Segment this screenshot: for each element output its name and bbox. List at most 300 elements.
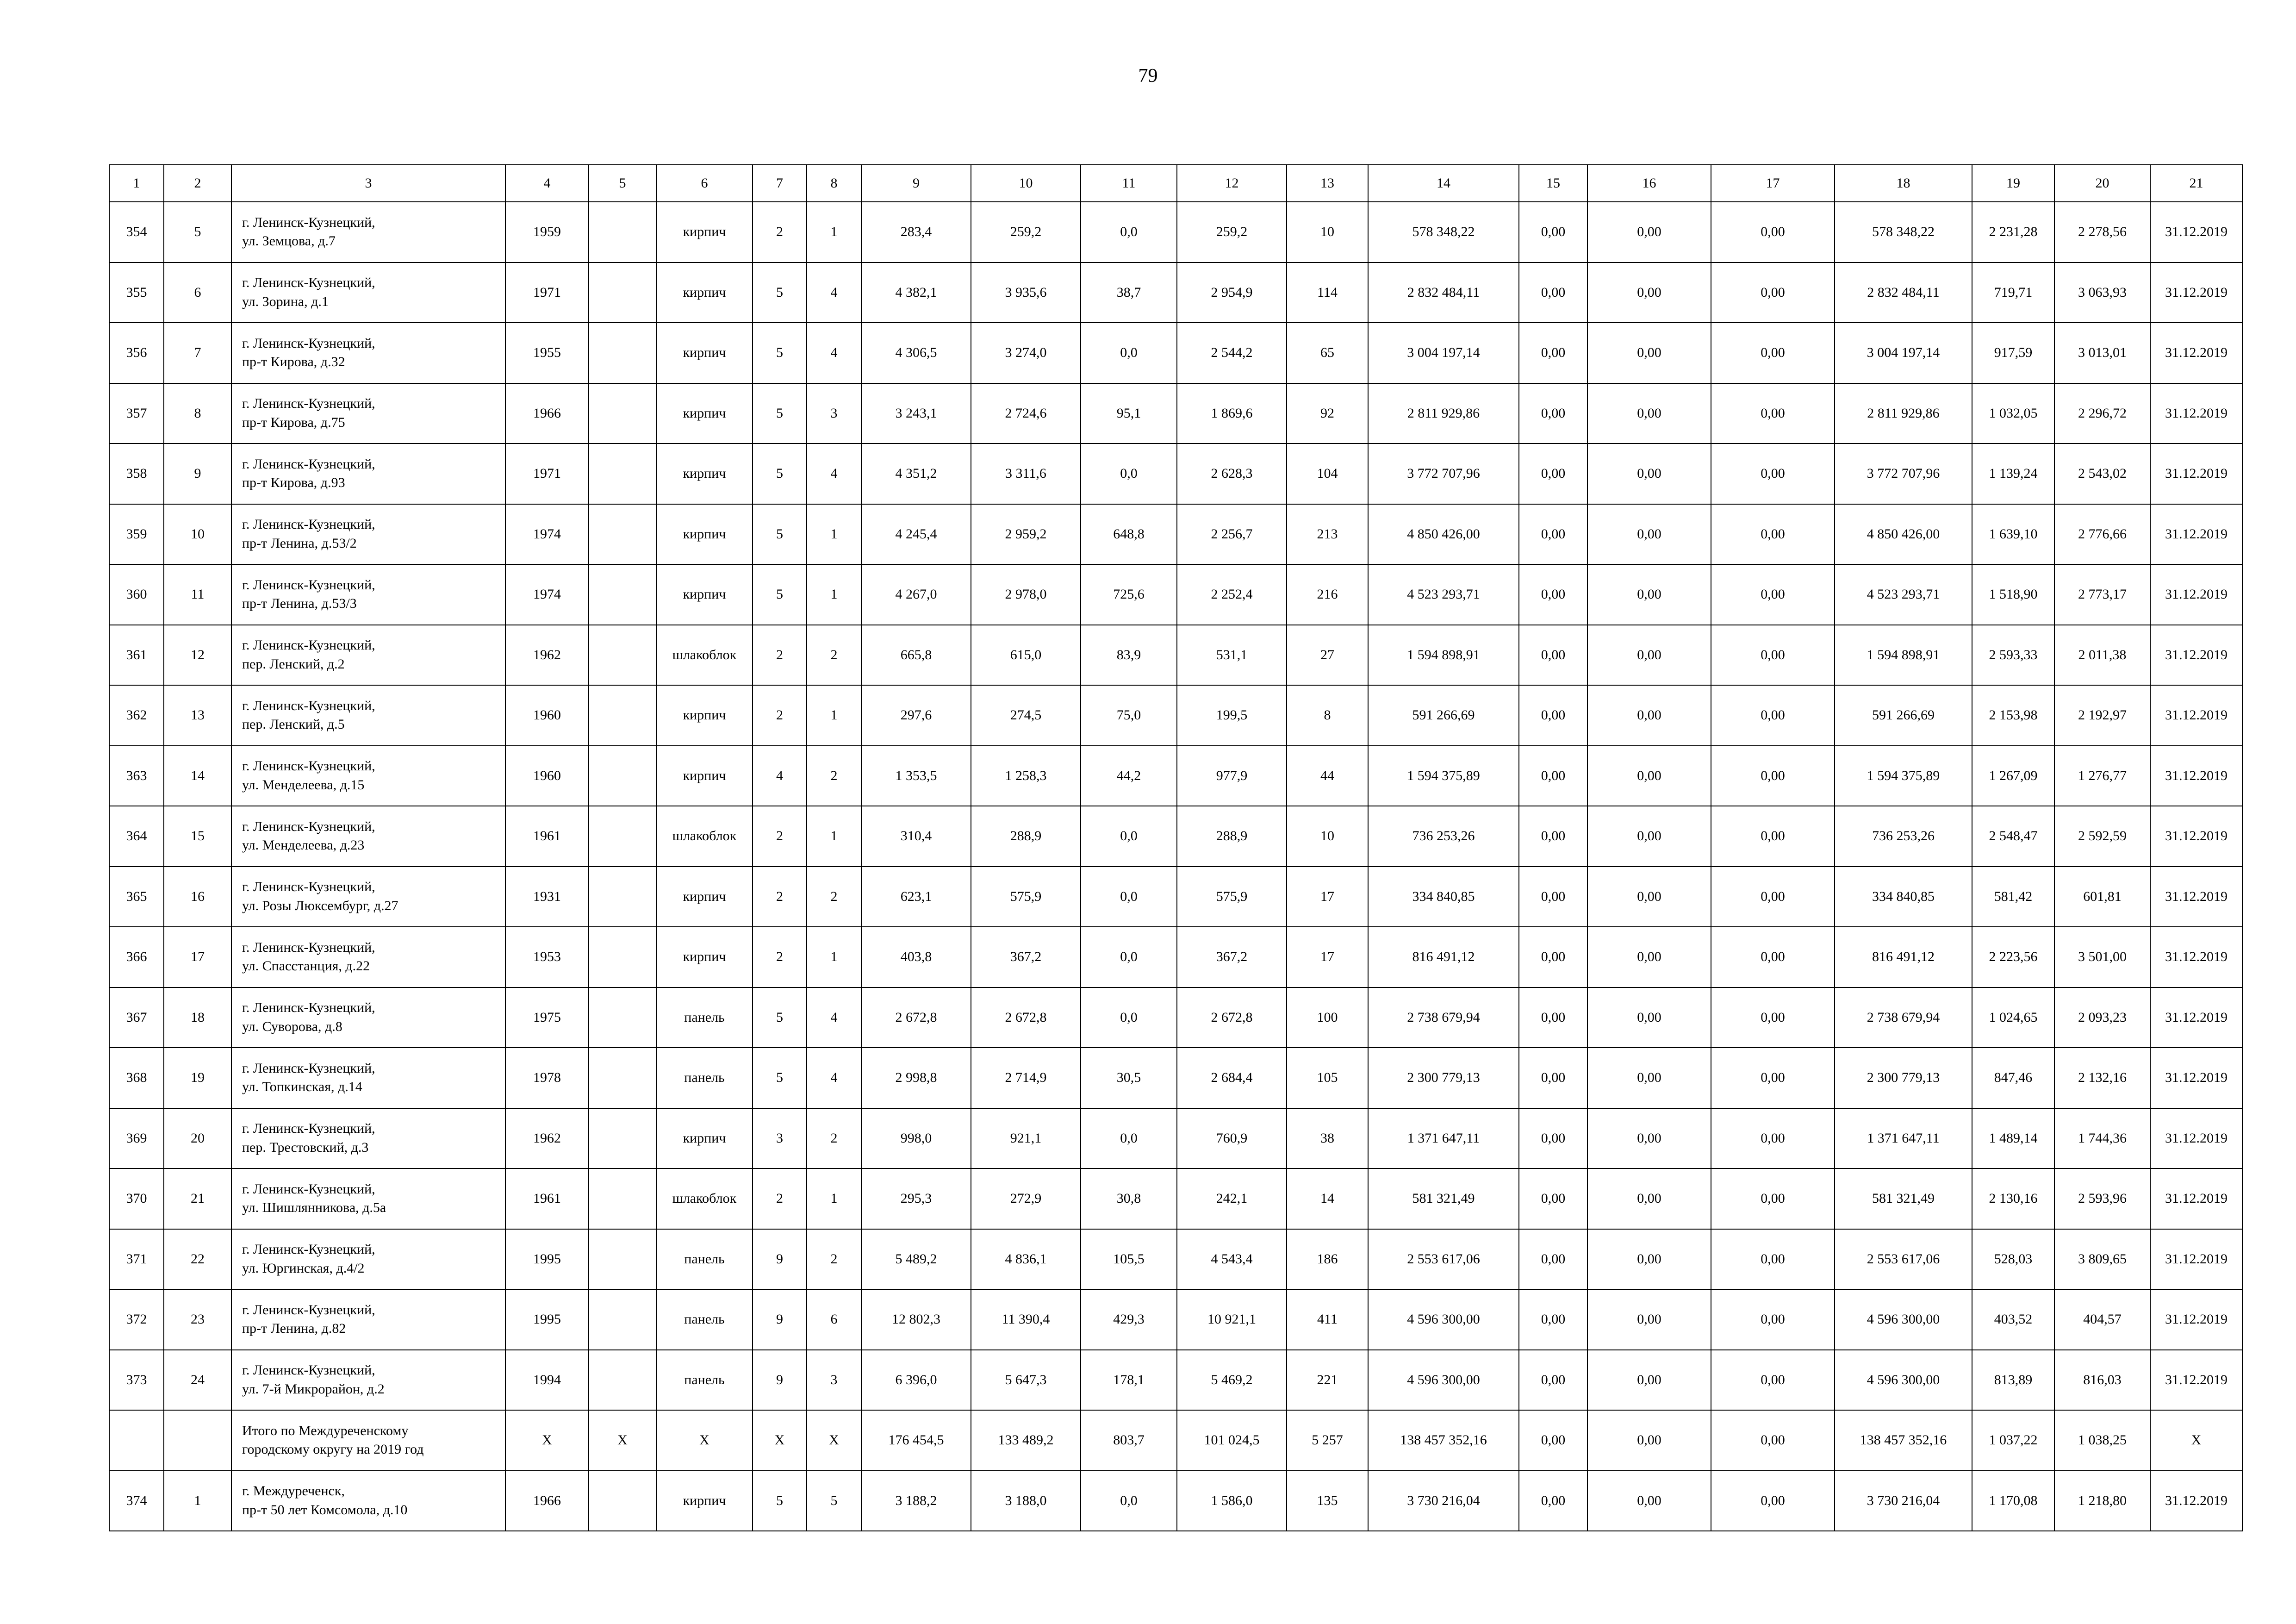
table-cell-col-11: 0,0 [1081,1471,1177,1531]
table-cell-col-16: 0,00 [1587,1350,1711,1411]
table-cell-col-5 [589,1048,656,1108]
column-number: 7 [753,165,807,202]
table-cell-col-17: 0,00 [1711,323,1835,383]
table-cell-col-6: кирпич [656,383,753,444]
table-cell-col-21: 31.12.2019 [2150,1471,2242,1531]
table-cell-col-19: 528,03 [1972,1229,2054,1290]
header-row [109,165,2242,202]
table-cell-col-14: 138 457 352,16 [1368,1410,1519,1471]
table-cell-col-21: 31.12.2019 [2150,927,2242,987]
table-cell-col-7: 2 [753,927,807,987]
address-line: г. Ленинск-Кузнецкий, [242,758,375,774]
table-cell-col-13: 216 [1287,564,1368,625]
table-cell-col-9: 3 188,2 [861,1471,971,1531]
address-line: г. Ленинск-Кузнецкий, [242,1000,375,1016]
address-line: ул. Розы Люксембург, д.27 [242,898,398,913]
table-cell-col-5: X [589,1410,656,1471]
table-cell-col-8: 5 [807,1471,861,1531]
table-cell-col-5 [589,1229,656,1290]
table-cell-col-15: 0,00 [1519,564,1587,625]
table-cell-col-18: 4 596 300,00 [1835,1289,1972,1350]
table-cell-col-10: 3 274,0 [971,323,1081,383]
table-cell-col-18: 4 850 426,00 [1835,504,1972,565]
table-cell-col-8: 2 [807,867,861,927]
table-cell-col-5 [589,1168,656,1229]
table-cell-col-6: кирпич [656,564,753,625]
table-cell-col-8: 1 [807,504,861,565]
table-cell-col-14: 3 004 197,14 [1368,323,1519,383]
table-cell-col-4: X [505,1410,589,1471]
table-cell-col-21: 31.12.2019 [2150,1168,2242,1229]
table-cell-col-20: 2 296,72 [2054,383,2150,444]
table-cell-col-21: 31.12.2019 [2150,625,2242,686]
table-cell-col-7: 2 [753,867,807,927]
table-row [109,1048,2242,1108]
table-cell-col-6: панель [656,1048,753,1108]
table-cell-col-16: 0,00 [1587,685,1711,746]
table-cell-col-14: 1 594 898,91 [1368,625,1519,686]
address-line: ул. Юргинская, д.4/2 [242,1260,365,1276]
table-cell-col-12: 2 256,7 [1177,504,1287,565]
table-cell-col-9: 403,8 [861,927,971,987]
table-cell-col-14: 334 840,85 [1368,867,1519,927]
table-cell-col-10: 133 489,2 [971,1410,1081,1471]
address-line: пер. Ленский, д.2 [242,656,345,672]
table-cell-col-6: панель [656,1229,753,1290]
table-cell-col-19: 813,89 [1972,1350,2054,1411]
table-cell-col-14: 2 811 929,86 [1368,383,1519,444]
table-cell-col-9: 295,3 [861,1168,971,1229]
table-cell-col-13: 213 [1287,504,1368,565]
table-row [109,746,2242,806]
address-line: г. Ленинск-Кузнецкий, [242,456,375,472]
table-cell-col-6: панель [656,1350,753,1411]
table-cell-col-13: 44 [1287,746,1368,806]
table-cell-col-17: 0,00 [1711,383,1835,444]
table-cell-col-21: X [2150,1410,2242,1471]
table-cell-col-10: 4 836,1 [971,1229,1081,1290]
table-cell-col-2: 21 [164,1168,231,1229]
table-cell-col-20: 2 592,59 [2054,806,2150,867]
table-cell-col-7: 5 [753,323,807,383]
address-line: ул. Шишлянникова, д.5а [242,1200,386,1216]
table-cell-col-2: 22 [164,1229,231,1290]
column-number: 16 [1587,165,1711,202]
address-line: г. Ленинск-Кузнецкий, [242,698,375,713]
table-cell-col-20: 3 063,93 [2054,262,2150,323]
table-cell-col-11: 648,8 [1081,504,1177,565]
table-cell-col-8: 3 [807,383,861,444]
table-cell-col-16: 0,00 [1587,262,1711,323]
table-cell-col-11: 30,5 [1081,1048,1177,1108]
address-line: пер. Трестовский, д.3 [242,1139,369,1155]
table-cell-col-14: 2 738 679,94 [1368,987,1519,1048]
table-cell-col-8: 3 [807,1350,861,1411]
table-cell-col-14: 3 772 707,96 [1368,443,1519,504]
table-cell-col-5 [589,685,656,746]
table-cell-col-17: 0,00 [1711,927,1835,987]
table-cell-col-13: 135 [1287,1471,1368,1531]
address-cell [231,806,505,867]
table-cell-col-20: 3 013,01 [2054,323,2150,383]
table-row [109,1108,2242,1169]
table-cell-col-11: 0,0 [1081,987,1177,1048]
table-cell-col-15: 0,00 [1519,1108,1587,1169]
table-cell-col-1: 356 [109,323,164,383]
table-cell-col-9: 3 243,1 [861,383,971,444]
table-cell-col-15: 0,00 [1519,1168,1587,1229]
table-cell-col-11: 75,0 [1081,685,1177,746]
table-cell-col-10: 615,0 [971,625,1081,686]
table-cell-col-4: 1931 [505,867,589,927]
table-cell-col-6: кирпич [656,927,753,987]
table-cell-col-2: 19 [164,1048,231,1108]
table-cell-col-12: 2 954,9 [1177,262,1287,323]
address-cell [231,927,505,987]
table-cell-col-19: 2 593,33 [1972,625,2054,686]
address-line: пр-т Кирова, д.75 [242,414,345,430]
column-number: 17 [1711,165,1835,202]
table-cell-col-2: 7 [164,323,231,383]
table-row [109,1168,2242,1229]
table-cell-col-16: 0,00 [1587,806,1711,867]
table-cell-col-10: 5 647,3 [971,1350,1081,1411]
table-cell-col-8: 1 [807,564,861,625]
table-cell-col-16: 0,00 [1587,1168,1711,1229]
table-cell-col-12: 2 684,4 [1177,1048,1287,1108]
table-cell-col-17: 0,00 [1711,1289,1835,1350]
table-cell-col-7: 4 [753,746,807,806]
table-cell-col-6: шлакоблок [656,806,753,867]
address-line: ул. Менделеева, д.15 [242,777,365,793]
address-line: Итого по Междуреченскому [242,1423,409,1438]
table-cell-col-15: 0,00 [1519,1471,1587,1531]
table-cell-col-20: 601,81 [2054,867,2150,927]
address-line: ул. Спасстанция, д.22 [242,958,370,974]
table-cell-col-17: 0,00 [1711,1048,1835,1108]
table-cell-col-21: 31.12.2019 [2150,564,2242,625]
column-number: 13 [1287,165,1368,202]
table-cell-col-1: 363 [109,746,164,806]
column-number: 10 [971,165,1081,202]
address-line: ул. Земцова, д.7 [242,233,336,249]
table-cell-col-9: 6 396,0 [861,1350,971,1411]
table-cell-col-10: 2 724,6 [971,383,1081,444]
table-cell-col-20: 2 093,23 [2054,987,2150,1048]
table-cell-col-17: 0,00 [1711,746,1835,806]
table-cell-col-8: X [807,1410,861,1471]
address-line: г. Ленинск-Кузнецкий, [242,396,375,412]
table-cell-col-12: 760,9 [1177,1108,1287,1169]
table-cell-col-17: 0,00 [1711,1168,1835,1229]
table-cell-col-2: 18 [164,987,231,1048]
table-row [109,806,2242,867]
table-cell-col-13: 38 [1287,1108,1368,1169]
column-number: 6 [656,165,753,202]
table-cell-col-10: 11 390,4 [971,1289,1081,1350]
table-cell-col-10: 3 935,6 [971,262,1081,323]
table-cell-col-21: 31.12.2019 [2150,443,2242,504]
table-cell-col-9: 4 351,2 [861,443,971,504]
table-cell-col-10: 2 672,8 [971,987,1081,1048]
address-cell [231,1471,505,1531]
table-cell-col-1: 361 [109,625,164,686]
table-cell-col-6: кирпич [656,746,753,806]
address-line: г. Ленинск-Кузнецкий, [242,1060,375,1076]
table-cell-col-4: 1975 [505,987,589,1048]
table-cell-col-7: 9 [753,1289,807,1350]
table-cell-col-5 [589,987,656,1048]
table-cell-col-1: 360 [109,564,164,625]
table-cell-col-16: 0,00 [1587,1410,1711,1471]
table-cell-col-17: 0,00 [1711,1471,1835,1531]
table-cell-col-17: 0,00 [1711,867,1835,927]
table-cell-col-2: 5 [164,202,231,262]
table-cell-col-14: 816 491,12 [1368,927,1519,987]
address-line: г. Ленинск-Кузнецкий, [242,1362,375,1378]
table-row [109,867,2242,927]
column-number: 20 [2054,165,2150,202]
table-cell-col-18: 1 594 898,91 [1835,625,1972,686]
table-cell-col-19: 581,42 [1972,867,2054,927]
table-cell-col-19: 1 032,05 [1972,383,2054,444]
table-cell-col-15: 0,00 [1519,443,1587,504]
table-cell-col-19: 2 130,16 [1972,1168,2054,1229]
table-cell-col-8: 2 [807,746,861,806]
table-cell-col-9: 998,0 [861,1108,971,1169]
table-cell-col-17: 0,00 [1711,1108,1835,1169]
table-cell-col-18: 2 832 484,11 [1835,262,1972,323]
table-cell-col-15: 0,00 [1519,1350,1587,1411]
table-cell-col-6: кирпич [656,202,753,262]
table-cell-col-11: 95,1 [1081,383,1177,444]
table-cell-col-21: 31.12.2019 [2150,806,2242,867]
table-cell-col-1: 357 [109,383,164,444]
table-cell-col-4: 1971 [505,443,589,504]
table-cell-col-18: 578 348,22 [1835,202,1972,262]
table-cell-col-19: 917,59 [1972,323,2054,383]
table-cell-col-9: 2 672,8 [861,987,971,1048]
table-cell-col-7: 5 [753,1471,807,1531]
table-cell-col-7: 2 [753,685,807,746]
table-cell-col-6: кирпич [656,262,753,323]
table-cell-col-12: 199,5 [1177,685,1287,746]
address-line: ул. Зорина, д.1 [242,294,329,309]
table-cell-col-2: 16 [164,867,231,927]
table-cell-col-15: 0,00 [1519,625,1587,686]
table-cell-col-5 [589,383,656,444]
table-cell-col-21: 31.12.2019 [2150,1289,2242,1350]
table-cell-col-10: 3 311,6 [971,443,1081,504]
table-cell-col-20: 1 038,25 [2054,1410,2150,1471]
address-line: г. Междуреченск, [242,1483,345,1499]
table-cell-col-18: 2 811 929,86 [1835,383,1972,444]
table-cell-col-8: 4 [807,262,861,323]
table-cell-col-16: 0,00 [1587,383,1711,444]
table-cell-col-6: шлакоблок [656,1168,753,1229]
table-cell-col-12: 242,1 [1177,1168,1287,1229]
table-row [109,625,2242,686]
table-cell-col-6: кирпич [656,1108,753,1169]
table-cell-col-14: 2 553 617,06 [1368,1229,1519,1290]
table-cell-col-16: 0,00 [1587,1108,1711,1169]
table-cell-col-18: 4 523 293,71 [1835,564,1972,625]
table-cell-col-10: 288,9 [971,806,1081,867]
table-row [109,564,2242,625]
table-cell-col-13: 14 [1287,1168,1368,1229]
table-cell-col-7: 5 [753,504,807,565]
table-cell-col-12: 259,2 [1177,202,1287,262]
table-cell-col-20: 404,57 [2054,1289,2150,1350]
address-cell [231,867,505,927]
table-cell-col-14: 2 300 779,13 [1368,1048,1519,1108]
table-cell-col-19: 2 548,47 [1972,806,2054,867]
address-cell [231,1350,505,1411]
table-cell-col-8: 4 [807,323,861,383]
table-cell-col-11: 178,1 [1081,1350,1177,1411]
table-cell-col-5 [589,867,656,927]
table-cell-col-8: 4 [807,1048,861,1108]
table-cell-col-13: 27 [1287,625,1368,686]
table-cell-col-16: 0,00 [1587,504,1711,565]
table-cell-col-18: 816 491,12 [1835,927,1972,987]
table-cell-col-11: 0,0 [1081,202,1177,262]
table-cell-col-16: 0,00 [1587,202,1711,262]
address-line: г. Ленинск-Кузнецкий, [242,939,375,955]
table-cell-col-9: 2 998,8 [861,1048,971,1108]
table-cell-col-15: 0,00 [1519,927,1587,987]
table-cell-col-1: 371 [109,1229,164,1290]
table-cell-col-11: 83,9 [1081,625,1177,686]
table-cell-col-19: 1 139,24 [1972,443,2054,504]
table-cell-col-2: 9 [164,443,231,504]
table-cell-col-6: шлакоблок [656,625,753,686]
table-cell-col-17: 0,00 [1711,806,1835,867]
address-cell [231,685,505,746]
table-cell-col-2: 12 [164,625,231,686]
table-cell-col-17: 0,00 [1711,987,1835,1048]
table-cell-col-10: 2 714,9 [971,1048,1081,1108]
address-cell [231,1108,505,1169]
table-cell-col-11: 725,6 [1081,564,1177,625]
address-cell [231,746,505,806]
address-cell [231,1048,505,1108]
table-cell-col-10: 3 188,0 [971,1471,1081,1531]
address-line: г. Ленинск-Кузнецкий, [242,818,375,834]
table-cell-col-21: 31.12.2019 [2150,685,2242,746]
table-row [109,987,2242,1048]
table-cell-col-9: 310,4 [861,806,971,867]
table-cell-col-1: 374 [109,1471,164,1531]
table-row [109,443,2242,504]
table-cell-col-21: 31.12.2019 [2150,202,2242,262]
column-number: 19 [1972,165,2054,202]
table-cell-col-2: 14 [164,746,231,806]
table-cell-col-7: 2 [753,625,807,686]
table-cell-col-2: 23 [164,1289,231,1350]
table-cell-col-14: 1 371 647,11 [1368,1108,1519,1169]
table-cell-col-4: 1953 [505,927,589,987]
table-row [109,383,2242,444]
table-row [109,1350,2242,1411]
table-cell-col-14: 2 832 484,11 [1368,262,1519,323]
table-cell-col-21: 31.12.2019 [2150,323,2242,383]
address-line: г. Ленинск-Кузнецкий, [242,335,375,351]
table-cell-col-19: 2 153,98 [1972,685,2054,746]
table-cell-col-1: 370 [109,1168,164,1229]
table-cell-col-18: 4 596 300,00 [1835,1350,1972,1411]
table-row [109,927,2242,987]
table-cell-col-6: панель [656,1289,753,1350]
table-cell-col-2: 8 [164,383,231,444]
table-cell-col-15: 0,00 [1519,1048,1587,1108]
table-cell-col-9: 623,1 [861,867,971,927]
column-number: 5 [589,165,656,202]
table-cell-col-10: 921,1 [971,1108,1081,1169]
table-cell-col-19: 1 170,08 [1972,1471,2054,1531]
table-cell-col-15: 0,00 [1519,202,1587,262]
table-cell-col-5 [589,746,656,806]
table-cell-col-5 [589,443,656,504]
table-row [109,1229,2242,1290]
column-number: 4 [505,165,589,202]
table-cell-col-17: 0,00 [1711,504,1835,565]
table-cell-col-20: 2 132,16 [2054,1048,2150,1108]
table-cell-col-9: 4 245,4 [861,504,971,565]
address-cell [231,504,505,565]
table-cell-col-14: 591 266,69 [1368,685,1519,746]
table-cell-col-19: 1 037,22 [1972,1410,2054,1471]
address-line: пр-т Кирова, д.32 [242,354,345,370]
table-cell-col-18: 3 772 707,96 [1835,443,1972,504]
table-cell-col-5 [589,1350,656,1411]
table-cell-col-10: 2 959,2 [971,504,1081,565]
table-cell-col-16: 0,00 [1587,1471,1711,1531]
table-cell-col-1: 366 [109,927,164,987]
table-cell-col-21: 31.12.2019 [2150,504,2242,565]
table-cell-col-18: 736 253,26 [1835,806,1972,867]
page-number: 79 [1138,65,1158,87]
table-cell-col-1: 358 [109,443,164,504]
table-cell-col-11: 0,0 [1081,443,1177,504]
table-row [109,323,2242,383]
table-cell-col-15: 0,00 [1519,323,1587,383]
table-cell-col-18: 2 553 617,06 [1835,1229,1972,1290]
table-cell-col-17: 0,00 [1711,564,1835,625]
address-line: г. Ленинск-Кузнецкий, [242,214,375,230]
table-cell-col-2: 10 [164,504,231,565]
table-cell-col-7: 5 [753,443,807,504]
table-cell-col-18: 1 371 647,11 [1835,1108,1972,1169]
table-cell-col-5 [589,1289,656,1350]
table-cell-col-9: 297,6 [861,685,971,746]
table-cell-col-2: 11 [164,564,231,625]
table-cell-col-14: 3 730 216,04 [1368,1471,1519,1531]
column-number: 21 [2150,165,2242,202]
table-cell-col-19: 1 518,90 [1972,564,2054,625]
table-cell-col-18: 2 300 779,13 [1835,1048,1972,1108]
table-cell-col-5 [589,1108,656,1169]
table-cell-col-20: 816,03 [2054,1350,2150,1411]
table-cell-col-20: 2 776,66 [2054,504,2150,565]
table-cell-col-13: 186 [1287,1229,1368,1290]
table-cell-col-1 [109,1410,164,1471]
table-cell-col-16: 0,00 [1587,1289,1711,1350]
table-cell-col-12: 1 869,6 [1177,383,1287,444]
table-cell-col-7: 5 [753,987,807,1048]
table-cell-col-5 [589,262,656,323]
table-cell-col-7: 2 [753,1168,807,1229]
